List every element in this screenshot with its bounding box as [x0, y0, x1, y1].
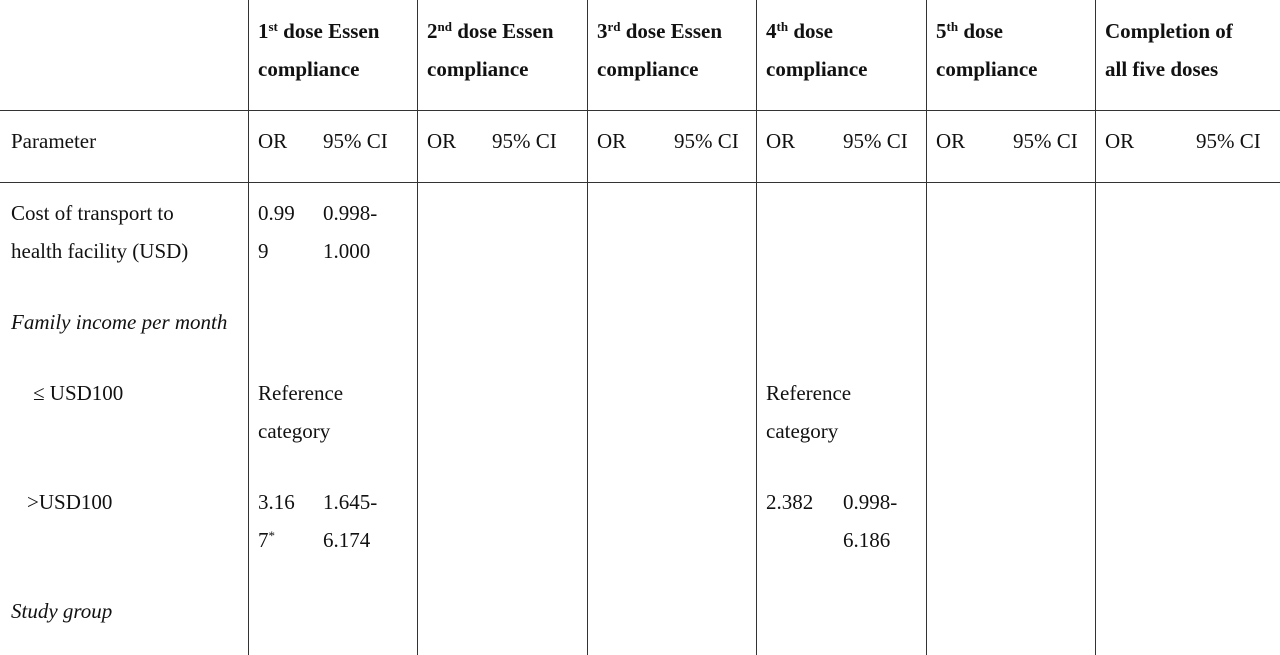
header-line2: compliance [766, 57, 868, 81]
col-divider-3 [587, 0, 588, 655]
dose4-ci-line1: 0.998- [843, 490, 898, 514]
dose4-or: 2.382 [766, 490, 814, 514]
or-label: OR [427, 129, 457, 153]
significance-marker: * [268, 528, 275, 543]
dose4-ref-line1: Reference [766, 381, 852, 405]
col-divider-1b [248, 292, 249, 362]
header-sup: st [268, 19, 278, 34]
dose1-or-line2: 7 [258, 528, 269, 552]
header-sup: nd [437, 19, 452, 34]
row-label: >USD100 [27, 490, 113, 514]
or-label: OR [1105, 129, 1135, 153]
or-label: OR [258, 129, 288, 153]
dose1-ci-line1: 0.998- [323, 201, 378, 225]
ci-label: 95% CI [323, 129, 388, 153]
dose1-or-line1: 3.16 [258, 490, 295, 514]
subheader-bottom-rule [0, 182, 1280, 183]
header-prefix: 1 [258, 19, 269, 43]
dose4-ci-line2: 6.186 [843, 528, 891, 552]
header-rest: dose Essen [277, 19, 380, 43]
header-line2: compliance [597, 57, 699, 81]
dose1-or-line2: 9 [258, 239, 269, 263]
header-line2: compliance [427, 57, 529, 81]
dose1-ref-line2: category [258, 419, 331, 443]
header-sup: th [946, 19, 959, 34]
col-divider-5 [926, 0, 927, 655]
col-divider-4 [756, 0, 757, 655]
header-line2: all five doses [1105, 57, 1219, 81]
header-sup: th [776, 19, 789, 34]
ci-label: 95% CI [674, 129, 739, 153]
header-rest: Completion of [1105, 19, 1233, 43]
ci-label: 95% CI [1196, 129, 1261, 153]
col-divider-1c [248, 362, 249, 655]
header-rest: dose Essen [620, 19, 723, 43]
or-label: OR [936, 129, 966, 153]
row-label: ≤ USD100 [33, 381, 124, 405]
header-prefix: 4 [766, 19, 777, 43]
header-bottom-rule [0, 110, 1280, 111]
col-divider-2 [417, 0, 418, 655]
row-label-line1: Cost of transport to [11, 201, 174, 225]
or-label: OR [766, 129, 796, 153]
header-prefix: 3 [597, 19, 608, 43]
dose1-ci-line2: 1.000 [323, 239, 371, 263]
parameter-label: Parameter [11, 129, 97, 153]
dose4-ref-line2: category [766, 419, 839, 443]
col-divider-6 [1095, 0, 1096, 655]
header-rest: dose [958, 19, 1003, 43]
header-line2: compliance [936, 57, 1038, 81]
header-sup: rd [607, 19, 621, 34]
ci-label: 95% CI [1013, 129, 1078, 153]
ci-label: 95% CI [843, 129, 908, 153]
header-prefix: 5 [936, 19, 947, 43]
header-line2: compliance [258, 57, 360, 81]
dose1-ref-line1: Reference [258, 381, 344, 405]
or-label: OR [597, 129, 627, 153]
dose1-or-line1: 0.99 [258, 201, 295, 225]
row-label-family-income: Family income per month [11, 310, 228, 334]
header-rest: dose [788, 19, 833, 43]
dose1-ci-line1: 1.645- [323, 490, 378, 514]
header-rest: dose Essen [451, 19, 554, 43]
col-divider-1 [248, 0, 249, 292]
row-label-study-group: Study group [11, 599, 113, 623]
dose1-ci-line2: 6.174 [323, 528, 371, 552]
row-label-line2: health facility (USD) [11, 239, 189, 263]
ci-label: 95% CI [492, 129, 557, 153]
header-prefix: 2 [427, 19, 438, 43]
